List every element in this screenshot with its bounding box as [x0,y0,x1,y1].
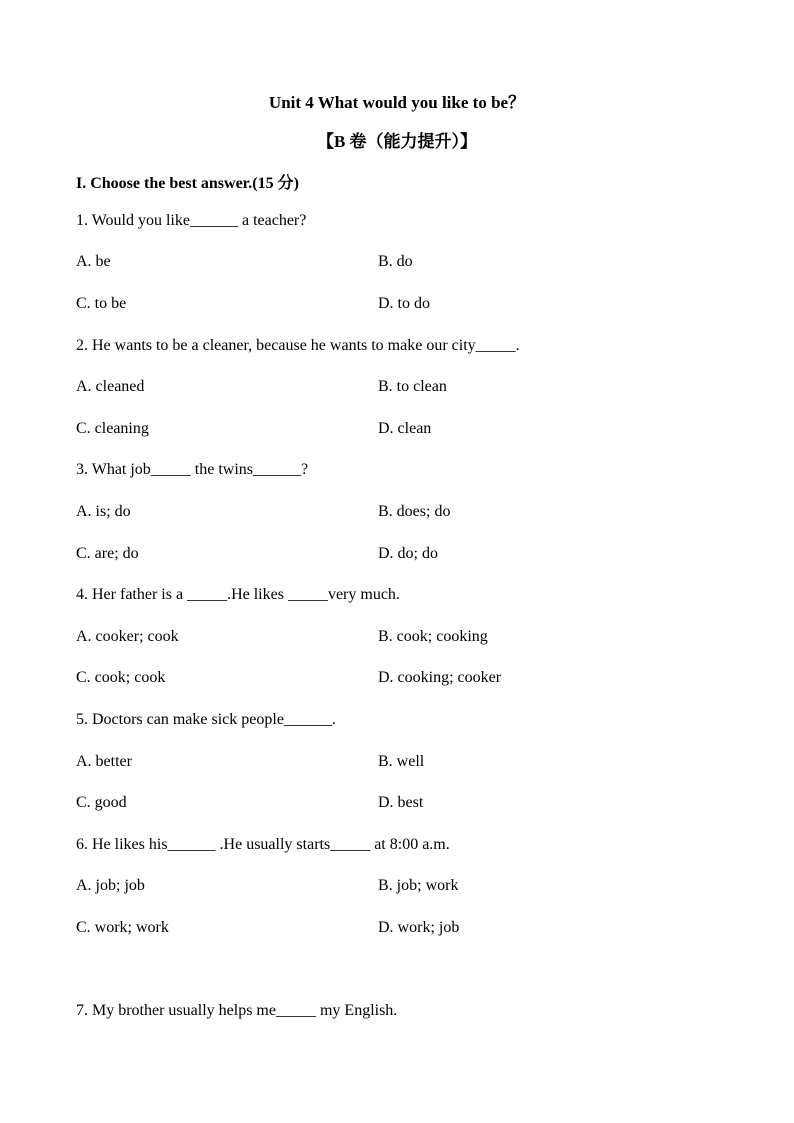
option-b: B. job; work [378,877,459,894]
option-a: A. cooker; cook [76,628,179,645]
option-c: C. cook; cook [76,669,166,686]
option-d: D. work; job [378,919,460,936]
question-stem: 1. Would you like______ a teacher? [76,212,307,229]
page-subtitle: 【B 卷（能力提升）】 [316,132,478,151]
option-c: C. are; do [76,545,139,562]
question-stem: 4. Her father is a _____.He likes _____very much. [76,586,400,603]
option-d: D. do; do [378,545,438,562]
option-a: A. better [76,753,132,770]
option-c: C. cleaning [76,420,149,437]
option-b: B. well [378,753,425,770]
question-stem: 3. What job_____ the twins______? [76,461,309,478]
option-a: A. cleaned [76,378,145,395]
option-a: A. is; do [76,503,131,520]
page-title: Unit 4 What would you like to be？ [268,93,526,112]
question-stem: 7. My brother usually helps me_____ my English. [76,1002,398,1019]
option-b: B. to clean [378,378,447,395]
option-b: B. do [378,253,413,270]
option-a: A. job; job [76,877,145,894]
option-c: C. good [76,794,127,811]
question-stem: 6. He likes his______ .He usually starts_____ at 8:00 a.m. [76,836,450,853]
option-b: B. cook; cooking [378,628,488,645]
option-b: B. does; do [378,503,451,520]
option-d: D. clean [378,420,432,437]
section-heading: I. Choose the best answer.(15 分) [76,175,299,192]
option-d: D. to do [378,295,430,312]
option-d: D. best [378,794,424,811]
option-d: D. cooking; cooker [378,669,502,686]
option-c: C. to be [76,295,127,312]
question-stem: 2. He wants to be a cleaner, because he wants to make our city_____. [76,337,520,354]
option-c: C. work; work [76,919,169,936]
question-stem: 5. Doctors can make sick people______. [76,711,336,728]
option-a: A. be [76,253,111,270]
